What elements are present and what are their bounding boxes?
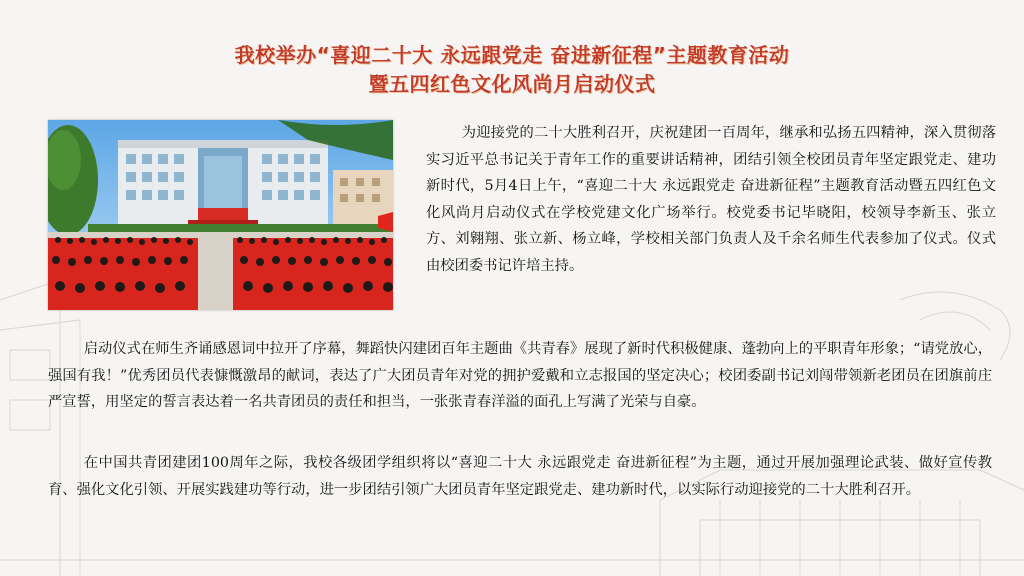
paragraph-ceremony: 启动仪式在师生齐诵感恩词中拉开了序幕，舞蹈快闪建团百年主题曲《共青春》展现了新时代积极健康、蓬勃向上的平职青年形象；“请党放心，强国有我！”优秀团员代表慷慨激昂的献词，表达了广大团员青年对党的拥护爱戴和立志报国的坚定决心；校团委副书记刘闯带领新老团员在团旗前庄严宣誓，用坚定的誓言表达着一名共青团员的责任和担当，一张张青春洋溢的面孔上写满了光荣与自豪。: [48, 341, 992, 410]
paragraph-intro: 为迎接党的二十大胜利召开，庆祝建团一百周年，继承和弘扬五四精神，深入贯彻落实习近平总书记关于青年工作的重要讲话精神，团结引领全校团员青年坚定跟党走、建功新时代，5月4日上午，“喜迎二十大 永远跟党走 奋进新征程”主题教育活动暨五四红色文化风尚月启动仪式在学校党建文化广场举行。校党委书记毕晓阳，校领导李新玉、张立方、刘翱翔、张立新、杨立峰，学校相关部门负责人及千余名师生代表参加了仪式。仪式由校团委书记许培主持。: [426, 125, 996, 274]
paragraph-conclusion: 在中国共青团建团100周年之际，我校各级团学组织将以“喜迎二十大 永远跟党走 奋进新征程”为主题，通过开展加强理论武装、做好宣传教育、强化文化引领、开展实践建功等行动，进一步团结引领广大团员青年坚定跟党走、建功新时代，以实际行动迎接党的二十大胜利召开。: [48, 455, 992, 498]
ceremony-photo: [48, 120, 393, 310]
page-title: [0, 40, 1024, 98]
title-line-1: 我校举办“喜迎二十大 永远跟党走 奋进新征程”主题教育活动: [234, 43, 790, 67]
title-line-2: 暨五四红色文化风尚月启动仪式: [368, 72, 656, 96]
campus-ceremony-photo-icon: [48, 120, 393, 310]
